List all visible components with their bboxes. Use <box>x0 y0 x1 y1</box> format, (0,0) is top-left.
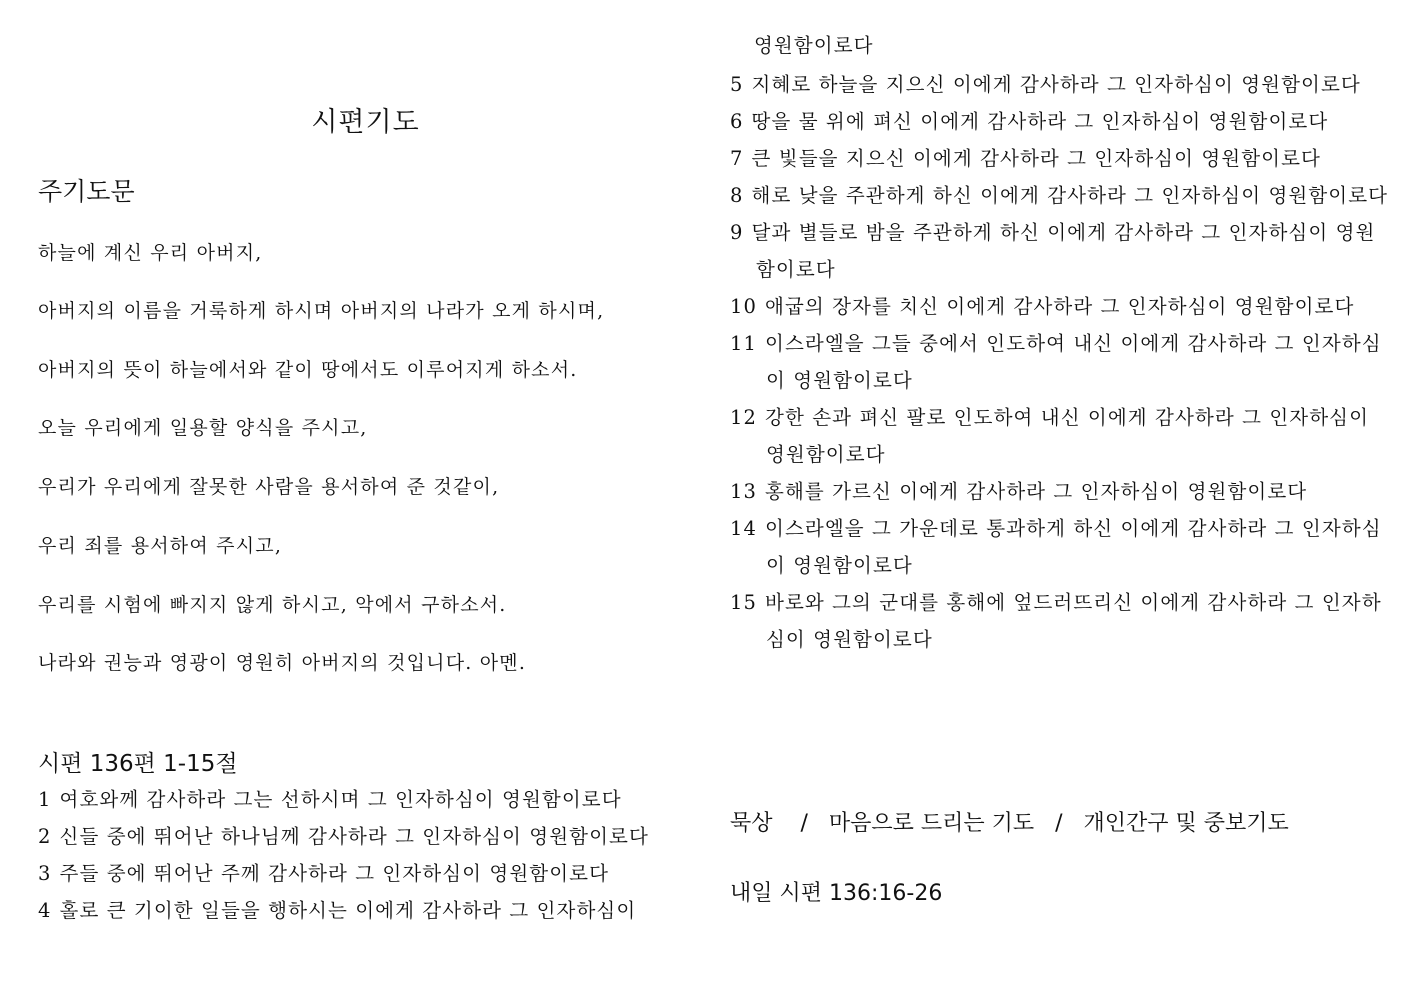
verse-item <box>730 288 1390 325</box>
psalm-verses-right <box>730 66 1390 658</box>
verse-text: 큰 빛들을 지으신 이에게 감사하라 그 인자하심이 영원함이로다 <box>751 147 1321 170</box>
document-title: 시편기도 <box>311 107 420 138</box>
verse-text: 해로 낮을 주관하게 하신 이에게 감사하라 그 인자하심이 영원함이로다 <box>751 184 1389 207</box>
verse-number: 10 <box>730 295 758 318</box>
verse-number: 13 <box>730 480 758 503</box>
prayer-line: 우리 죄를 용서하여 주시고, <box>38 535 283 557</box>
verse-number: 5 <box>730 73 744 96</box>
verse-continuation: 영원함이로다 <box>754 34 874 57</box>
lords-prayer-heading: 주기도문 <box>38 177 135 206</box>
verse-item <box>730 66 1390 103</box>
verse-number: 14 <box>730 517 758 540</box>
verse-item <box>730 325 1390 399</box>
verse-text: 땅을 물 위에 펴신 이에게 감사하라 그 인자하심이 영원함이로다 <box>751 110 1329 133</box>
verse-item <box>730 473 1390 510</box>
verse-text: 주들 중에 뛰어난 주께 감사하라 그 인자하심이 영원함이로다 <box>59 862 610 885</box>
verse-text: 이스라엘을 그들 중에서 인도하여 내신 이에게 감사하라 그 인자하심이 영원함이로다 <box>765 332 1382 392</box>
verse-number: 4 <box>38 899 52 922</box>
verse-number: 9 <box>730 221 744 244</box>
prayer-line: 아버지의 이름을 거룩하게 하시며 아버지의 나라가 오게 하시며, <box>38 300 605 322</box>
verse-text: 홀로 큰 기이한 일들을 행하시는 이에게 감사하라 그 인자하심이 <box>59 899 637 922</box>
prayer-line: 하늘에 계신 우리 아버지, <box>38 242 263 264</box>
verse-item <box>38 781 698 818</box>
verse-item <box>730 399 1390 473</box>
verse-item <box>730 214 1390 288</box>
psalm-verses-left <box>38 781 698 929</box>
verse-text: 지혜로 하늘을 지으신 이에게 감사하라 그 인자하심이 영원함이로다 <box>751 73 1361 96</box>
verse-item <box>730 140 1390 177</box>
verse-number: 11 <box>730 332 758 355</box>
verse-number: 15 <box>730 591 758 614</box>
prayer-line: 오늘 우리에게 일용할 양식을 주시고, <box>38 417 368 439</box>
verse-item <box>38 818 698 855</box>
prayer-line: 우리가 우리에게 잘못한 사람을 용서하여 준 것같이, <box>38 476 500 498</box>
verse-item <box>38 892 698 929</box>
verse-item <box>38 855 698 892</box>
meditation-line: 묵상 / 마음으로 드리는 기도 / 개인간구 및 중보기도 <box>730 811 1289 836</box>
verse-text: 달과 별들로 밤을 주관하게 하신 이에게 감사하라 그 인자하심이 영원함이로다 <box>751 221 1376 281</box>
verse-text: 이스라엘을 그 가운데로 통과하게 하신 이에게 감사하라 그 인자하심이 영원함이로다 <box>765 517 1382 577</box>
verse-text: 신들 중에 뛰어난 하나님께 감사하라 그 인자하심이 영원함이로다 <box>59 825 649 848</box>
verse-item <box>730 584 1390 658</box>
verse-item <box>730 103 1390 140</box>
prayer-line: 나라와 권능과 영광이 영원히 아버지의 것입니다. 아멘. <box>38 652 527 674</box>
verse-number: 12 <box>730 406 758 429</box>
verse-number: 1 <box>38 788 52 811</box>
prayer-line: 아버지의 뜻이 하늘에서와 같이 땅에서도 이루어지게 하소서. <box>38 359 578 381</box>
verse-text: 여호와께 감사하라 그는 선하시며 그 인자하심이 영원함이로다 <box>59 788 622 811</box>
verse-text: 애굽의 장자를 치신 이에게 감사하라 그 인자하심이 영원함이로다 <box>765 295 1355 318</box>
verse-number: 3 <box>38 862 52 885</box>
verse-item <box>730 177 1390 214</box>
verse-text: 바로와 그의 군대를 홍해에 엎드러뜨리신 이에게 감사하라 그 인자하심이 영원함이로다 <box>765 591 1382 651</box>
psalm-heading: 시편 136편 1-15절 <box>38 751 238 777</box>
verse-number: 8 <box>730 184 744 207</box>
verse-number: 6 <box>730 110 744 133</box>
prayer-line: 우리를 시험에 빠지지 않게 하시고, 악에서 구하소서. <box>38 594 507 616</box>
verse-text: 강한 손과 펴신 팔로 인도하여 내신 이에게 감사하라 그 인자하심이 영원함이로다 <box>765 406 1370 466</box>
verse-number: 7 <box>730 147 744 170</box>
tomorrow-psalm: 내일 시편 136:16-26 <box>730 881 943 906</box>
verse-item <box>730 510 1390 584</box>
verse-number: 2 <box>38 825 52 848</box>
verse-text: 홍해를 가르신 이에게 감사하라 그 인자하심이 영원함이로다 <box>765 480 1308 503</box>
